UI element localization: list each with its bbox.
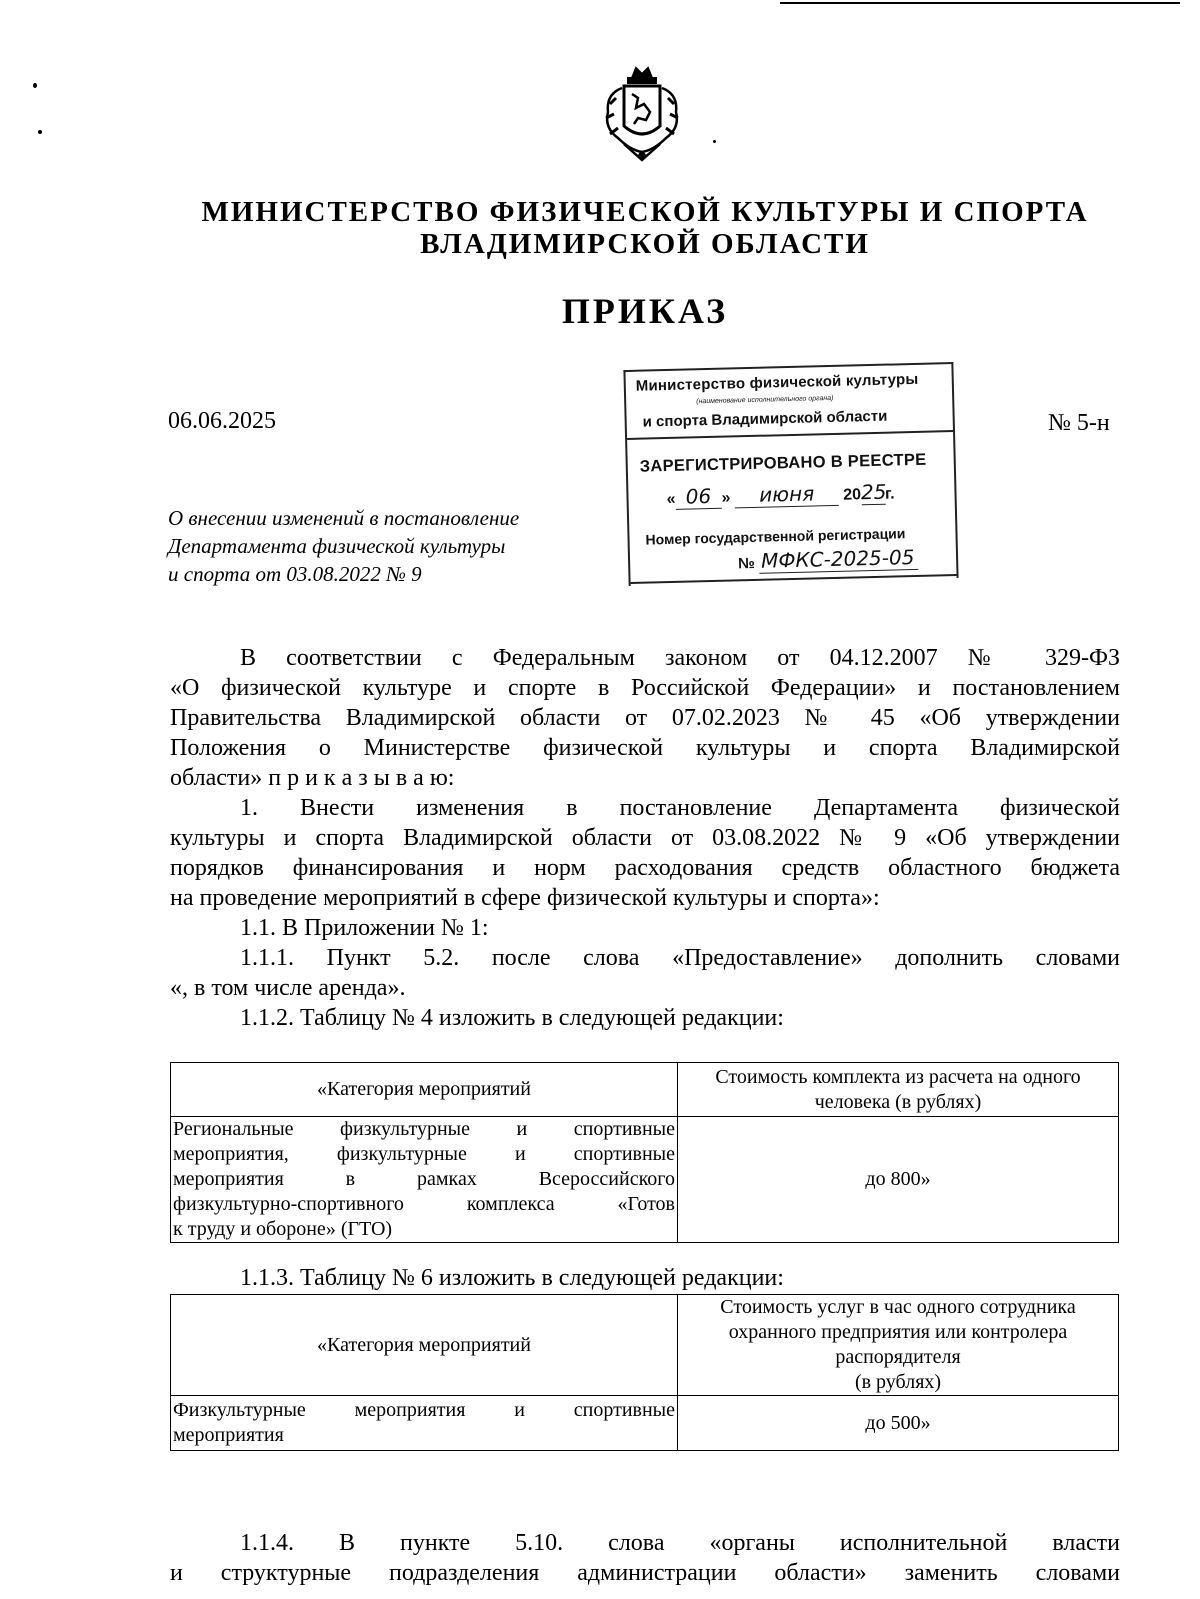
table6-header-col2-line: охранного предприятия или контролера — [728, 1321, 1068, 1343]
order-date: 06.06.2025 — [168, 408, 276, 434]
table4-row-col1 — [171, 1117, 678, 1243]
table6-header-col2-line: Стоимость услуг в час одного сотрудника — [720, 1296, 1076, 1318]
body-line: 1.1.4. В пункте 5.10. слова «органы исполнительной власти — [240, 1530, 1120, 1556]
body-line: 1.1. В Приложении № 1: — [240, 915, 489, 941]
table4-header-col1: «Категория мероприятий — [171, 1063, 678, 1117]
table-6 — [170, 1294, 1119, 1451]
table-row — [171, 1063, 1119, 1117]
ministry-title-line2: ВЛАДИМИРСКОЙ ОБЛАСТИ — [420, 228, 870, 260]
body-line: 1.1.2. Таблицу № 4 изложить в следующей редакции: — [240, 1005, 784, 1031]
body-line: Положения о Министерстве физической культуры и спорта Владимирской — [170, 735, 1120, 761]
item-113 — [170, 1263, 1120, 1293]
table4-cell-line: физкультурно-спортивного комплекса «Готов — [173, 1193, 675, 1215]
registration-stamp — [623, 362, 958, 586]
stamp-divider — [627, 430, 953, 440]
table4-cell-line: к труду и обороне» (ГТО) — [173, 1218, 393, 1240]
subject-line: Департамента физической культуры — [168, 534, 506, 558]
document-type-title: ПРИКАЗ — [561, 291, 729, 331]
body-line: Правительства Владимирской области от 07.02.2023 № 45 «Об утверждении — [170, 705, 1120, 731]
table-row — [171, 1396, 1119, 1451]
table-4 — [170, 1062, 1119, 1243]
table4-cell-line: мероприятия, физкультурные и спортивные — [173, 1143, 675, 1165]
body-line: области» п р и к а з ы в а ю: — [170, 765, 455, 791]
table6-header-col2-line: (в рублях) — [854, 1371, 942, 1393]
order-subject — [168, 504, 519, 588]
table4-header-col2 — [678, 1063, 1119, 1117]
scan-speck — [33, 83, 37, 88]
stamp-reg-no-label: № — [737, 554, 756, 573]
order-number: № 5-н — [1048, 410, 1110, 436]
stamp-bottom-border — [631, 574, 957, 584]
table6-header-col1: «Категория мероприятий — [171, 1295, 678, 1396]
table6-row-col2: до 500» — [678, 1396, 1119, 1451]
stamp-org-line2: и спорта Владимирской области — [642, 407, 888, 431]
stamp-org-line1: Министерство физической культуры — [635, 370, 919, 395]
table6-cell-line: Физкультурные мероприятия и спортивные — [173, 1399, 675, 1421]
stamp-day: 06 — [675, 484, 722, 510]
body-line: В соответствии с Федеральным законом от 04.12.2007 № 329-ФЗ — [240, 645, 1120, 671]
subject-line: О внесении изменений в постановление — [168, 506, 520, 530]
body-line: на проведение мероприятий в сфере физической культуры и спорта»: — [170, 885, 880, 911]
table6-row-col1 — [171, 1396, 678, 1451]
body-line: 1.1.3. Таблицу № 6 изложить в следующей редакции: — [240, 1265, 784, 1291]
table-row — [171, 1117, 1119, 1243]
table6-header-col2-line: распорядителя — [835, 1346, 961, 1368]
stamp-month: июня — [734, 481, 839, 509]
table4-cell-line: мероприятия в рамках Всероссийского — [173, 1168, 675, 1190]
coat-of-arms-icon — [594, 64, 690, 164]
stamp-registered: ЗАРЕГИСТРИРОВАНО В РЕЕСТРЕ — [639, 450, 927, 476]
body-line: 1. Внести изменения в постановление Департамента физической — [240, 795, 1120, 821]
stamp-org-caption: (наименование исполнительного органа) — [696, 394, 834, 406]
stamp-reg-number: МФКС-2025-05 — [759, 545, 919, 574]
table6-cell-line: мероприятия — [173, 1424, 284, 1446]
table6-header-col2 — [678, 1295, 1119, 1396]
body-line: и структурные подразделения администрации области» заменить словами — [170, 1560, 1120, 1586]
body-line: «О физической культуре и спорте в Российской Федерации» и постановлением — [170, 675, 1120, 701]
body-line: порядков финансирования и норм расходования средств областного бюджета — [170, 855, 1120, 881]
table-row — [171, 1295, 1119, 1396]
scan-speck — [38, 130, 42, 134]
table4-row-col2: до 800» — [678, 1117, 1119, 1243]
stamp-reg-label: Номер государственной регистрации — [645, 525, 906, 548]
ministry-title-line1: МИНИСТЕРСТВО ФИЗИЧЕСКОЙ КУЛЬТУРЫ И СПОРТА — [201, 196, 1089, 228]
stamp-reg-row — [738, 545, 919, 574]
item-114 — [170, 1528, 1120, 1588]
stamp-year-prefix: 20 — [843, 486, 862, 504]
stamp-date-row: « 06 » июня 2025г. — [666, 479, 895, 509]
table4-header-col2-line: Стоимость комплекта из расчета на одного — [715, 1065, 1081, 1088]
stamp-year-suffix: 25 — [860, 479, 887, 505]
table4-header-col2-line: человека (в рублях) — [814, 1090, 982, 1113]
table4-cell-line: Региональные физкультурные и спортивные — [173, 1118, 675, 1140]
top-rule — [780, 2, 1180, 4]
scan-speck — [713, 140, 716, 143]
subject-line: и спорта от 03.08.2022 № 9 — [168, 562, 422, 586]
body-line: 1.1.1. Пункт 5.2. после слова «Предоставление» дополнить словами — [240, 945, 1120, 971]
body-line: «, в том числе аренда». — [170, 975, 406, 1001]
order-body — [170, 643, 1120, 1033]
body-line: культуры и спорта Владимирской области от 03.08.2022 № 9 «Об утверждении — [170, 825, 1120, 851]
